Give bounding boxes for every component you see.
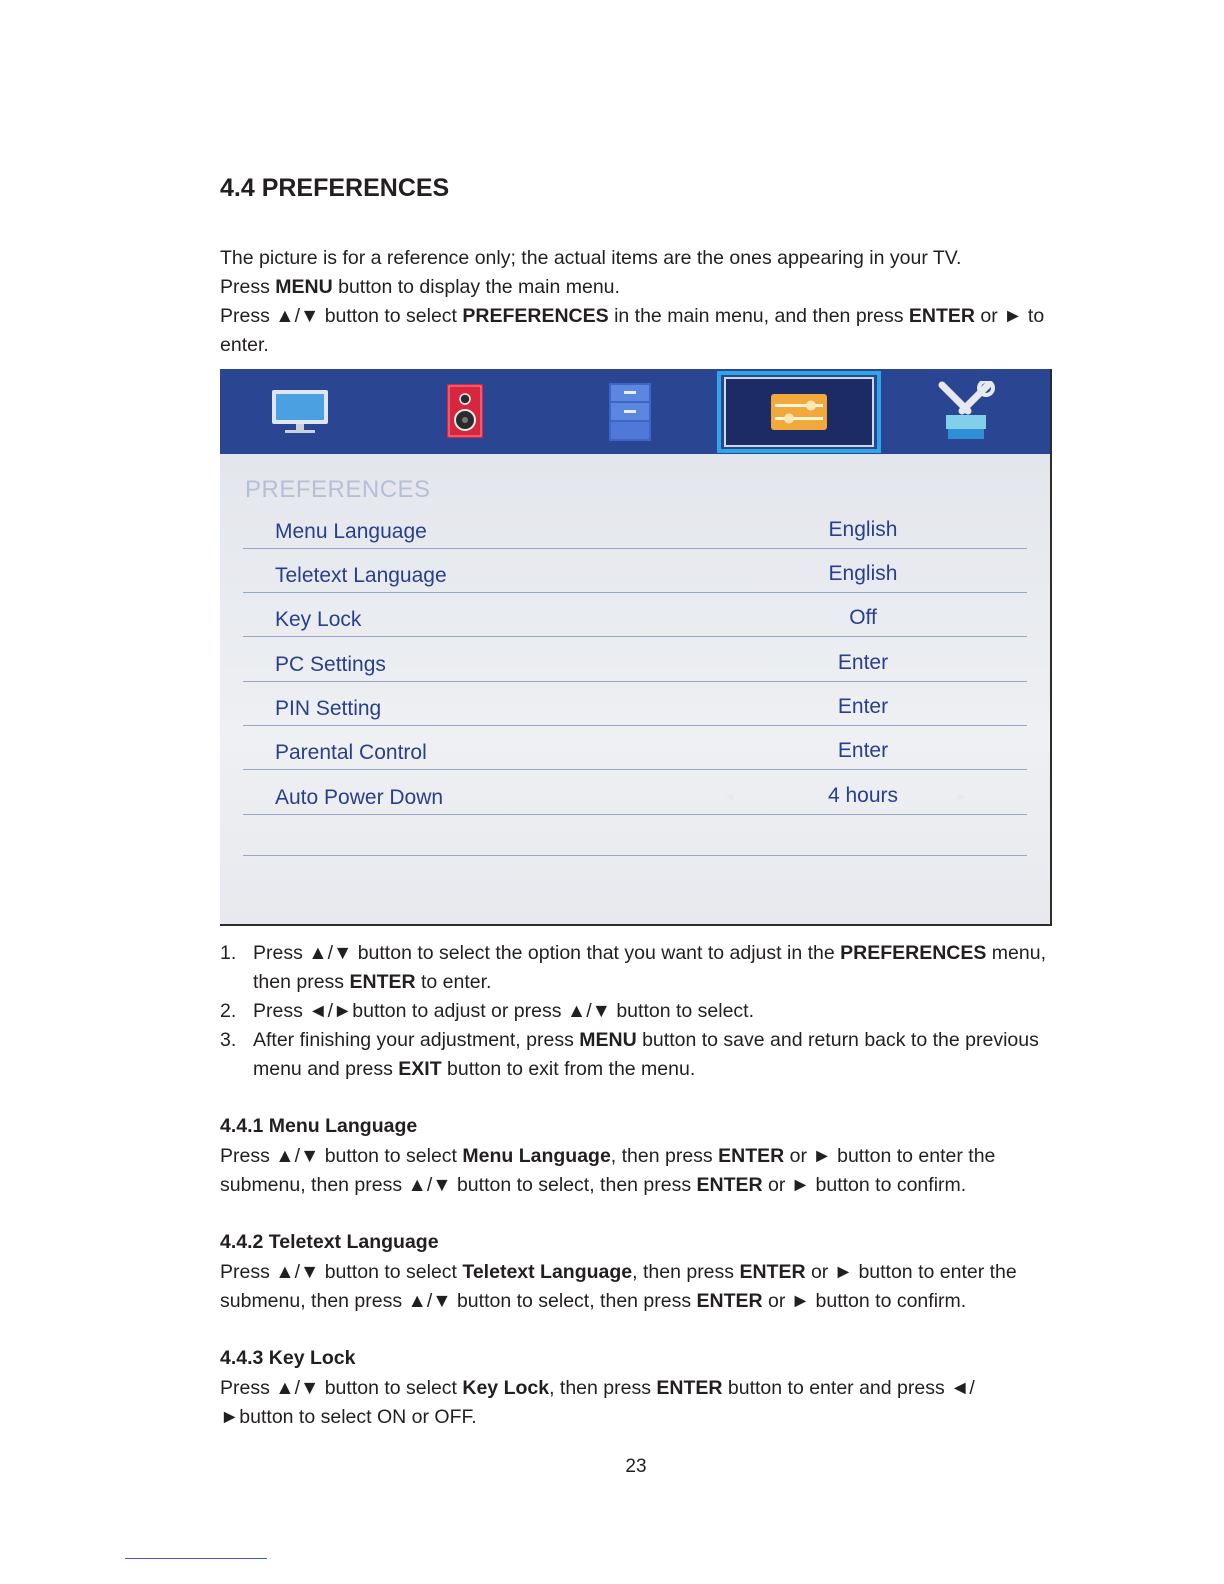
- tv-menu-tab-bar: [220, 369, 1050, 454]
- menu-item-value: Enter: [837, 651, 889, 674]
- menu-item-label: Teletext Language: [275, 564, 447, 587]
- body-bold: ENTER: [696, 1174, 763, 1196]
- body-bold: ENTER: [739, 1261, 806, 1283]
- menu-item-label: Parental Control: [275, 741, 427, 764]
- menu-item-label: PIN Setting: [275, 697, 382, 720]
- section-body-teletext-language: [220, 1258, 1060, 1316]
- step-3: [220, 1026, 1060, 1084]
- body-text: Press ▲/▼ button to select: [220, 1377, 463, 1399]
- menu-item-value: 4 hours: [827, 784, 899, 807]
- step-text: button to save and return back to the previous menu and press: [253, 1029, 1039, 1080]
- body-bold: Menu Language: [462, 1145, 611, 1167]
- sound-speaker-icon: [443, 382, 487, 442]
- body-text: or ► button to confirm.: [762, 1174, 967, 1196]
- menu-item-label: Auto Power Down: [275, 786, 444, 809]
- left-arrow-icon[interactable]: ◄: [723, 789, 736, 804]
- tab-setup[interactable]: [910, 369, 1020, 454]
- intro-bold: MENU: [275, 276, 333, 298]
- body-text: button to enter and press ◄/►button to select ON or OFF.: [220, 1377, 975, 1428]
- menu-item-value: English: [828, 518, 898, 541]
- intro-bold: ENTER: [908, 305, 976, 327]
- step-text: Press ◄/►button to adjust or press ▲/▼ button to select.: [253, 1000, 755, 1022]
- menu-item-label: Menu Language: [275, 520, 427, 543]
- tv-menu-screenshot: [220, 369, 1052, 926]
- tab-preferences-inner: [724, 377, 874, 447]
- body-text: or ► button to enter the submenu, then press ▲/▼ button to select, then press: [220, 1145, 996, 1196]
- intro-text: Press ▲/▼ button to select: [220, 305, 463, 327]
- body-bold: ENTER: [718, 1145, 785, 1167]
- section-body-menu-language: [220, 1142, 1060, 1200]
- step-2: [220, 997, 1060, 1026]
- step-bold: EXIT: [398, 1058, 442, 1080]
- step-text: After finishing your adjustment, press: [253, 1029, 580, 1051]
- picture-monitor-icon: [269, 388, 331, 436]
- step-bold: MENU: [579, 1029, 637, 1051]
- step-bold: ENTER: [349, 971, 416, 993]
- right-arrow-icon[interactable]: ►: [955, 789, 968, 804]
- menu-item-pc-settings[interactable]: [243, 637, 1027, 682]
- setup-tools-icon: [934, 381, 996, 443]
- menu-item-value: Off: [849, 606, 877, 629]
- step-text: button to exit from the menu.: [441, 1058, 696, 1080]
- step-text: Press ▲/▼ button to select the option that you want to adjust in the: [253, 942, 841, 964]
- step-text: menu, then press: [253, 942, 1047, 993]
- step-text: to enter.: [415, 971, 492, 993]
- section-body-key-lock: [220, 1374, 1010, 1432]
- channel-icon: [605, 381, 655, 443]
- section-heading-teletext-language: 4.4.2 Teletext Language: [220, 1231, 439, 1253]
- section-heading-key-lock: 4.4.3 Key Lock: [220, 1347, 356, 1369]
- menu-item-value: Enter: [837, 739, 889, 762]
- body-bold: Teletext Language: [462, 1261, 633, 1283]
- section-heading-menu-language: 4.4.1 Menu Language: [220, 1115, 418, 1137]
- menu-item-label: Key Lock: [275, 608, 362, 631]
- footer-rule: [125, 1558, 267, 1559]
- menu-divider: [243, 855, 1027, 856]
- body-bold: ENTER: [696, 1290, 763, 1312]
- body-text: Press ▲/▼ button to select: [220, 1261, 463, 1283]
- body-text: or ► button to enter the submenu, then press ▲/▼ button to select, then press: [220, 1261, 1017, 1312]
- intro-paragraph: [220, 244, 1060, 360]
- body-text: or ► button to confirm.: [762, 1290, 967, 1312]
- step-1: [220, 939, 1060, 997]
- tab-picture[interactable]: [245, 369, 355, 454]
- intro-line-1: The picture is for a reference only; the actual items are the ones appearing in your TV.: [220, 247, 962, 269]
- intro-text: Press: [220, 276, 276, 298]
- step-bold: PREFERENCES: [840, 942, 987, 964]
- body-text: , then press: [549, 1377, 657, 1399]
- menu-item-menu-language[interactable]: [243, 504, 1027, 549]
- tab-channel[interactable]: [575, 369, 685, 454]
- tab-sound[interactable]: [410, 369, 520, 454]
- intro-text: button to display the main menu.: [332, 276, 620, 298]
- menu-section-label: PREFERENCES: [245, 476, 431, 503]
- intro-text: or ► to enter.: [220, 305, 1045, 356]
- body-text: , then press: [632, 1261, 740, 1283]
- menu-item-teletext-language[interactable]: [243, 548, 1027, 593]
- menu-item-key-lock[interactable]: [243, 592, 1027, 637]
- step-number: 1.: [220, 942, 237, 964]
- menu-item-pin-setting[interactable]: [243, 681, 1027, 726]
- page-number: 23: [625, 1456, 647, 1477]
- menu-item-value: Enter: [837, 695, 889, 718]
- menu-item-auto-power-down[interactable]: [243, 770, 1027, 815]
- step-number: 3.: [220, 1029, 237, 1051]
- intro-bold: PREFERENCES: [462, 305, 609, 327]
- menu-item-value: English: [828, 562, 898, 585]
- intro-text: in the main menu, and then press: [608, 305, 909, 327]
- menu-item-label: PC Settings: [275, 653, 386, 676]
- body-bold: Key Lock: [462, 1377, 550, 1399]
- tv-menu-body: [220, 454, 1050, 924]
- menu-item-parental-control[interactable]: [243, 725, 1027, 770]
- step-number: 2.: [220, 1000, 237, 1022]
- tab-preferences[interactable]: [717, 371, 881, 453]
- page-title: 4.4 PREFERENCES: [220, 174, 450, 202]
- body-text: , then press: [610, 1145, 719, 1167]
- preferences-sliders-icon: [769, 392, 829, 432]
- instruction-steps: [220, 939, 1060, 1084]
- body-text: Press ▲/▼ button to select: [220, 1145, 463, 1167]
- body-bold: ENTER: [656, 1377, 723, 1399]
